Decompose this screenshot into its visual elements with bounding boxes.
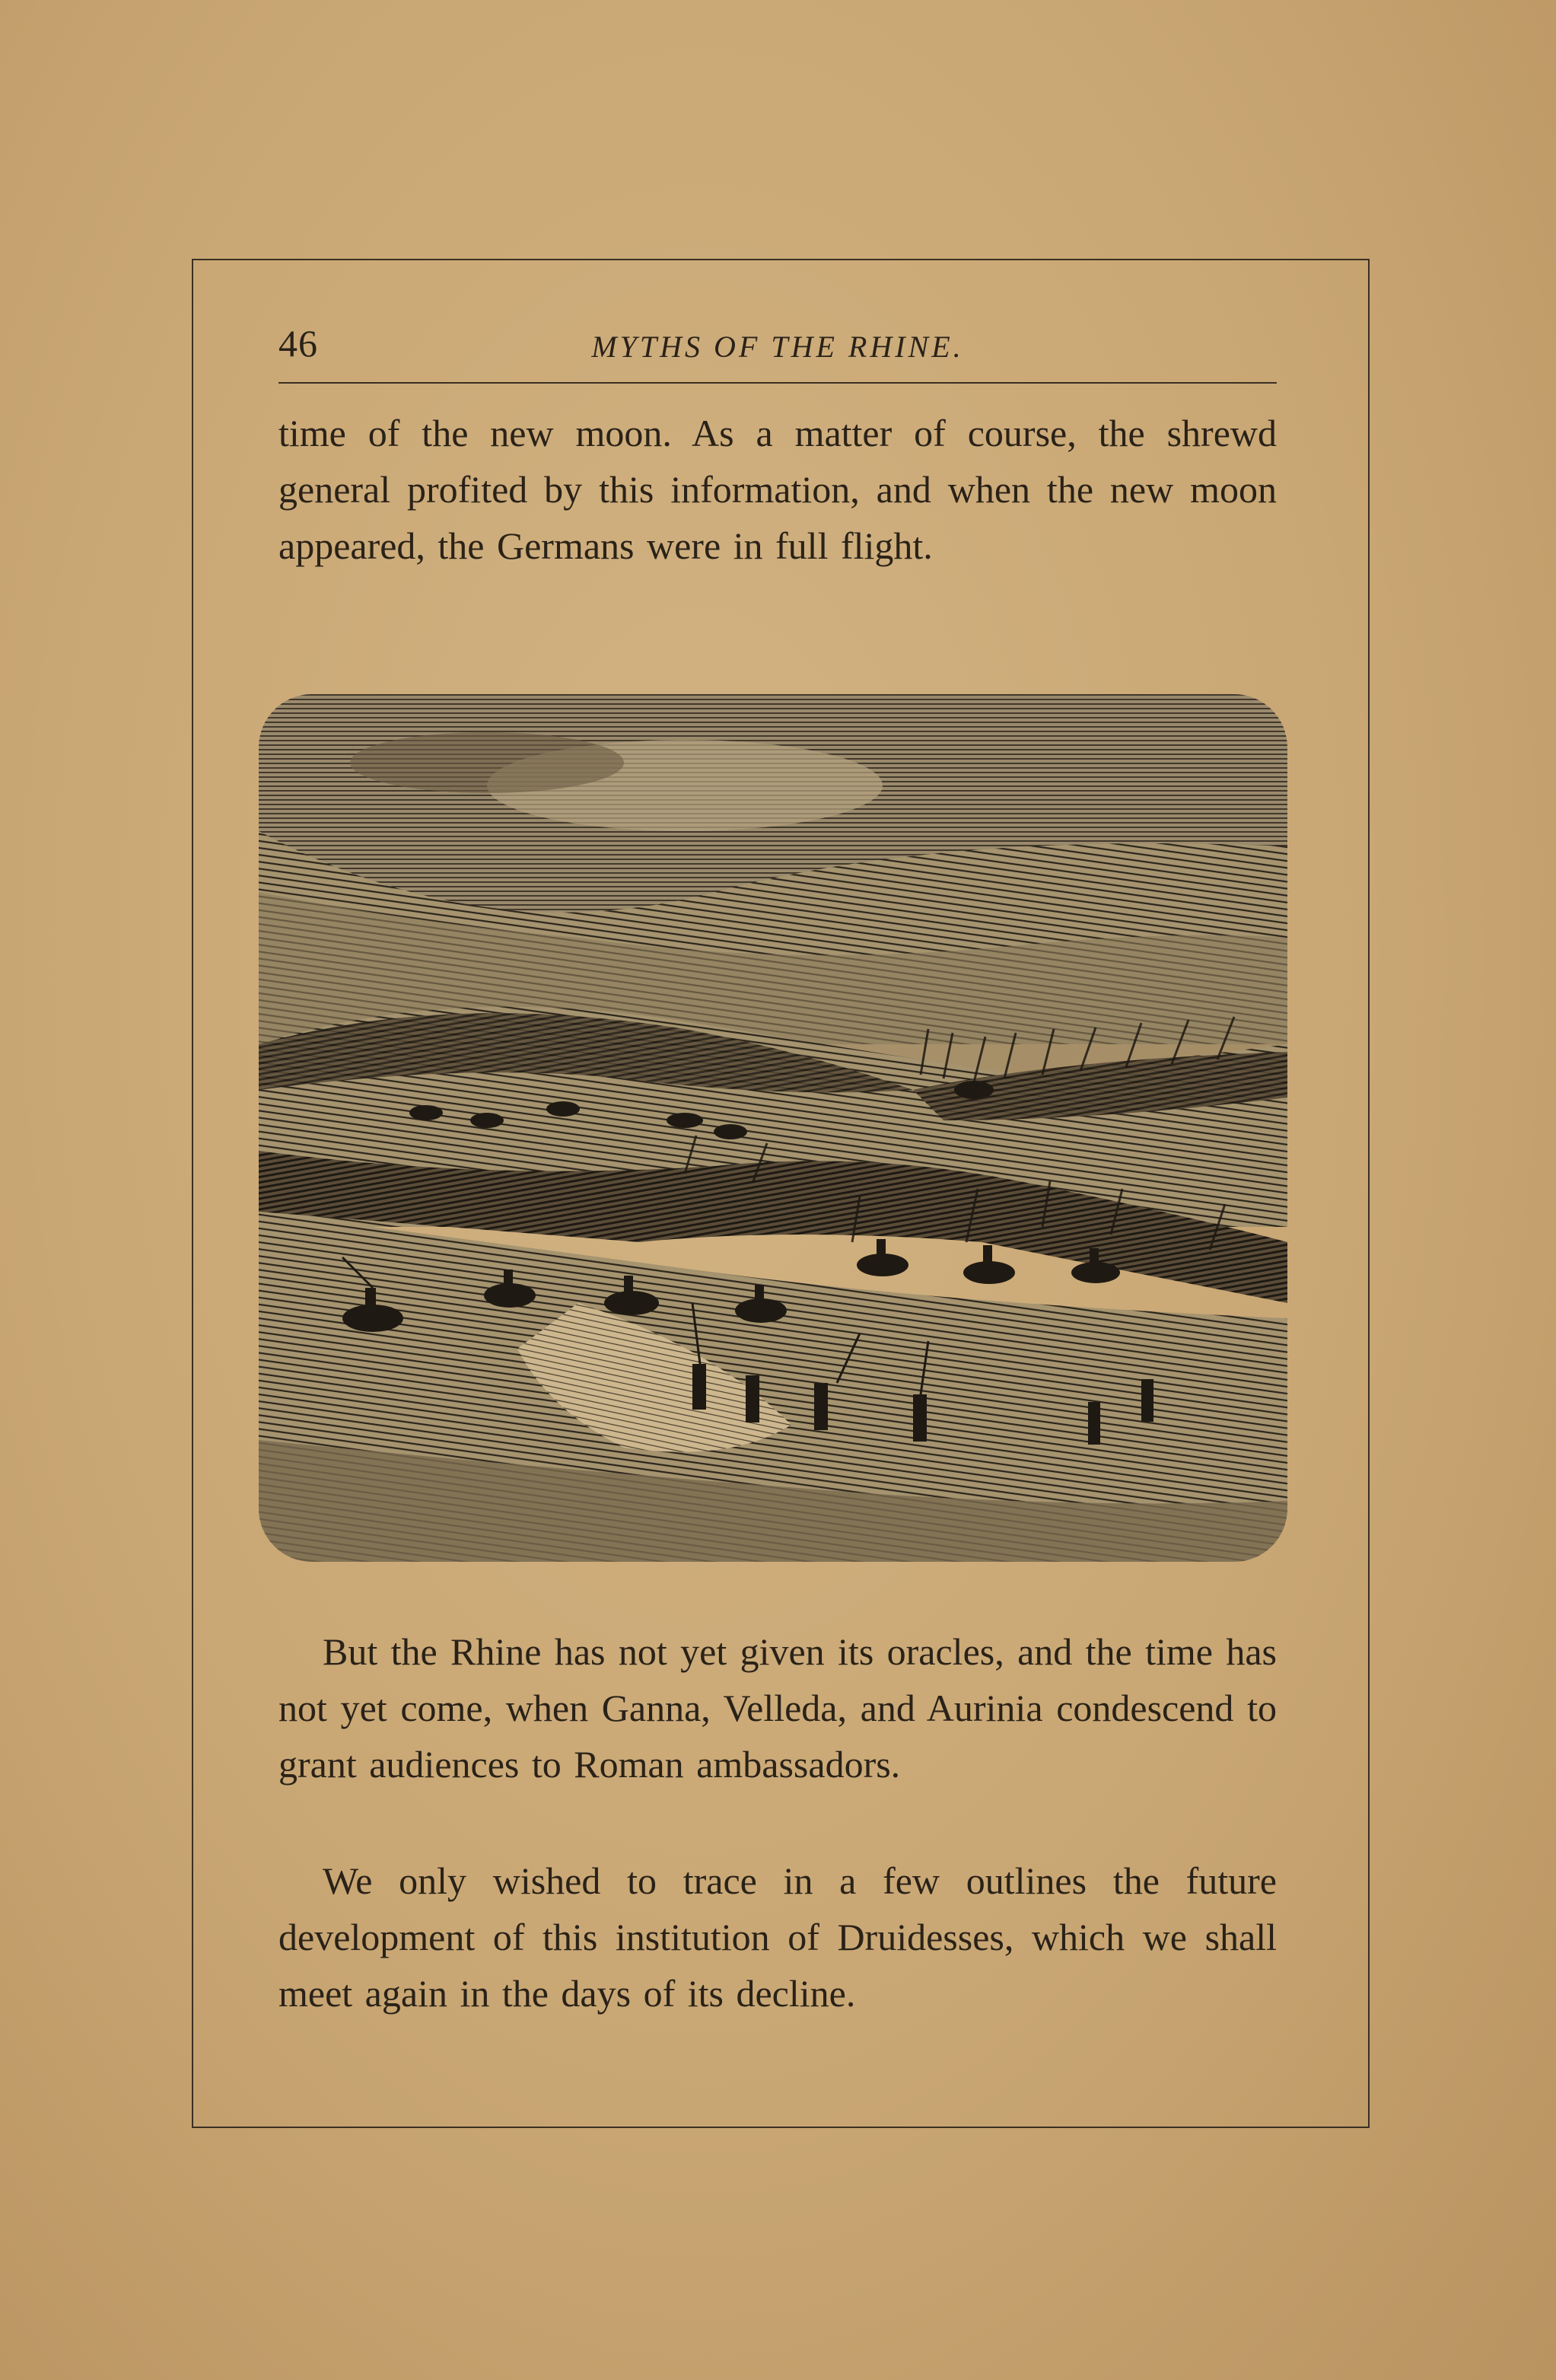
running-head	[278, 314, 1277, 384]
paragraph-1: time of the new moon. As a matter of course, the shrewd general profited by this information, and when the new moon appeared, the Germans were in full flight.	[278, 412, 1277, 567]
battle-engraving-illustration	[259, 694, 1287, 1562]
running-title: MYTHS OF THE RHINE.	[591, 330, 964, 364]
paragraph-2: But the Rhine has not yet given its oracles, and the time has not yet come, when Ganna, Velleda, and Aurinia condescend to grant audiences to Roman ambassadors.	[278, 1630, 1277, 1786]
engraving-image	[259, 694, 1287, 1562]
paragraph-3: We only wished to trace in a few outlines the future development of this institution of Druidesses, which we shall meet again in the days of its decline.	[278, 1859, 1277, 2015]
page-number: 46	[278, 322, 318, 365]
